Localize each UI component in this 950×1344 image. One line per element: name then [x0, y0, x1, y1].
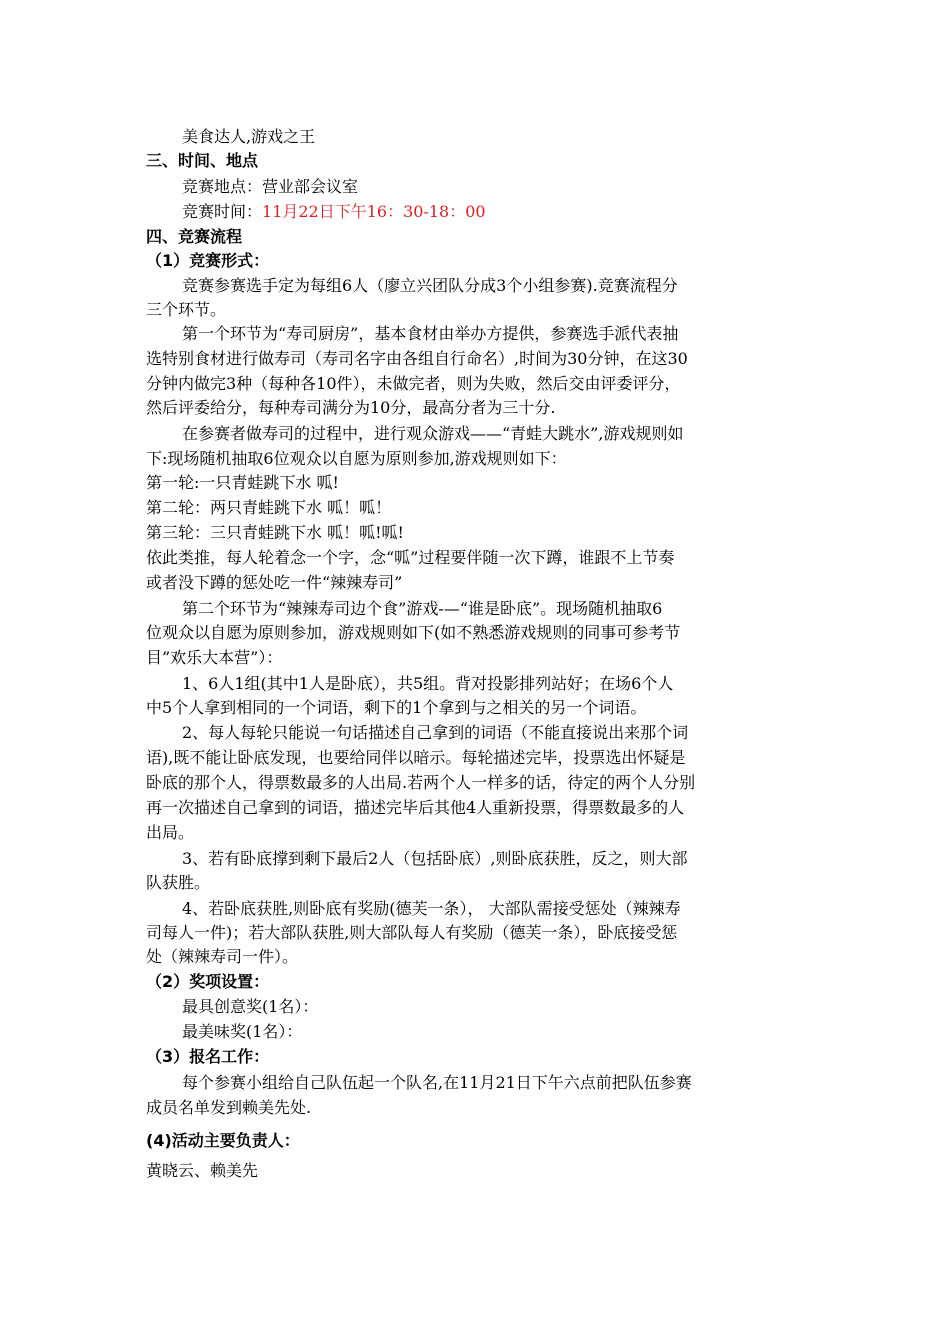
text-line: 目”欢乐大本营”）：	[146, 648, 283, 667]
time-label: 竞赛时间：	[182, 202, 263, 221]
text-line: 司每人一件)；若大部队获胜,则大部队每人有奖励（德芙一条），卧底接受惩	[146, 923, 678, 942]
text-line: 位观众以自愿为原则参加，游戏规则如下(如不熟悉游戏规则的同事可参考节	[146, 623, 681, 642]
text-line: 2、每人每轮只能说一句话描述自己拿到的词语（不能直接说出来那个词	[182, 723, 689, 742]
section-heading: 三、时间、地点	[146, 151, 259, 170]
text-line: 第一轮:一只青蛙跳下水 呱!	[146, 473, 339, 492]
subsection-heading: （2）奖项设置：	[146, 972, 270, 991]
text-line: 卧底的那个人，得票数最多的人出局.若两个人一样多的话，待定的两个人分别	[146, 773, 696, 792]
text-line: 第二轮：两只青蛙跳下水 呱！呱！	[146, 498, 392, 517]
text-line: 成员名单发到赖美先处.	[146, 1098, 312, 1117]
text-line: 选特别食材进行做寿司（寿司名字由各组自行命名）,时间为30分钟，在这30	[146, 349, 688, 368]
text-line: 1、6人1组(其中1人是卧底），共5组。背对投影排列站好；在场6个人	[182, 674, 674, 693]
text-line: 下:现场随机抽取6位观众以自愿为原则参加,游戏规则如下：	[146, 449, 567, 468]
subsection-heading: （1）竞赛形式：	[146, 251, 270, 270]
text-line: 语),既不能让卧底发现，也要给同伴以暗示。每轮描述完毕，投票选出怀疑是	[146, 748, 686, 767]
section-heading: 四、竞赛流程	[146, 227, 243, 246]
text-line: 每个参赛小组给自己队伍起一个队名,在11月21日下午六点前把队伍参赛	[182, 1073, 692, 1092]
text-line: 然后评委给分，每种寿司满分为10分，最高分者为三十分.	[146, 398, 556, 417]
venue-line: 竞赛地点：营业部会议室	[182, 177, 359, 196]
time-line	[182, 201, 486, 223]
text-line: 在参赛者做寿司的过程中，进行观众游戏——“青蛙大跳水”,游戏规则如	[182, 424, 684, 443]
subsection-heading: （3）报名工作：	[146, 1047, 270, 1066]
text-line: 再一次描述自己拿到的词语，描述完毕后其他4人重新投票，得票数最多的人	[146, 798, 685, 817]
text-line: 队获胜。	[146, 873, 211, 892]
text-line: 依此类推，每人轮着念一个字，念“呱”过程要伴随一次下蹲，谁跟不上节奏	[146, 548, 675, 567]
text-line: 第二个环节为“辣辣寿司边个食”游戏-—“谁是卧底”。现场随机抽取6	[182, 599, 663, 618]
text-line: 分钟内做完3种（每种各10件），未做完者，则为失败，然后交由评委评分，	[146, 374, 681, 393]
text-line: 三个环节。	[146, 300, 227, 319]
text-line: 美食达人,游戏之王	[182, 127, 316, 146]
text-line: 出局。	[146, 823, 195, 842]
text-line: 或者没下蹲的惩处吃一件“辣辣寿司”	[146, 573, 403, 592]
time-value: 11月22日下午16：30-18：00	[262, 202, 486, 221]
text-line: 最具创意奖(1名）：	[182, 997, 319, 1016]
text-line: 竞赛参赛选手定为每组6人（廖立兴团队分成3个小组参赛).竞赛流程分	[182, 276, 678, 295]
text-line: 3、若有卧底撑到剩下最后2人（包括卧底）,则卧底获胜，反之，则大部	[182, 849, 688, 868]
text-line: 第三轮：三只青蛙跳下水 呱！呱!呱!	[146, 523, 404, 542]
text-line: 中5个人拿到相同的一个词语，剩下的1个拿到与之相关的另一个词语。	[146, 698, 647, 717]
text-line: 处（辣辣寿司一件）。	[146, 947, 299, 966]
text-line: 第一个环节为“寿司厨房”，基本食材由举办方提供，参赛选手派代表抽	[182, 324, 679, 343]
text-line: 最美味奖(1名）：	[182, 1022, 303, 1041]
text-line: 4、若卧底获胜,则卧底有奖励(德芙一条）， 大部队需接受惩处（辣辣寿	[182, 899, 681, 918]
subsection-heading: (4)活动主要负责人：	[146, 1131, 300, 1150]
text-line: 黄晓云、赖美先	[146, 1161, 259, 1180]
